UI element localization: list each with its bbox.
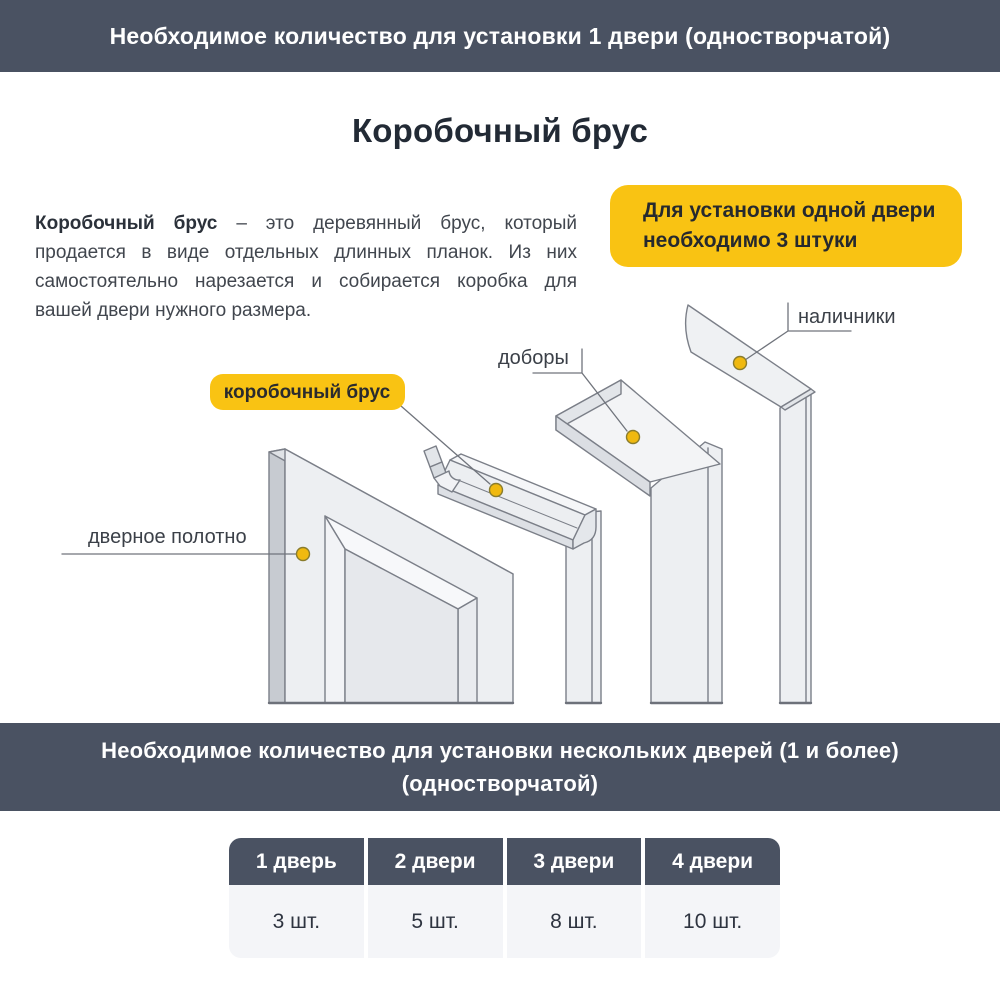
- architrave-column-drawing: [780, 391, 811, 703]
- table-column: [229, 838, 364, 958]
- extensions-label: доборы: [498, 347, 569, 369]
- extensions-dot: [627, 431, 640, 444]
- table-column: [368, 838, 503, 958]
- bottom-header-bar: [0, 723, 1000, 811]
- top-header-bar: [0, 0, 1000, 72]
- extension-column-drawing: [651, 442, 722, 703]
- bottom-header-line1: Необходимое количество для установки нескольких дверей (1 и более): [101, 738, 899, 763]
- table-header-cell: 4 двери: [645, 838, 780, 885]
- intro-lead: Коробочный брус: [35, 213, 218, 234]
- quantity-badge: [610, 185, 962, 267]
- quantity-badge-text: Для установки одной двери необходимо 3 штуки: [643, 199, 936, 252]
- table-header-cell: 3 двери: [507, 838, 642, 885]
- table-column: [507, 838, 642, 958]
- bottom-header-line2: (одностворчатой): [401, 771, 599, 796]
- door-leaf-label: дверное полотно: [88, 526, 247, 548]
- architrave-board-drawing: [686, 305, 815, 410]
- door-leaf-dot: [297, 548, 310, 561]
- page-title: Коробочный брус: [351, 112, 649, 149]
- intro-text: – это деревянный брус, который продается в виде отдельных длинных планок. Из них самостоятельно нарезается и собирается коробка для вашей двери нужного размера.: [35, 213, 578, 321]
- frame-bar-drawing: [424, 446, 596, 549]
- table-value-cell: 10 шт.: [645, 885, 780, 958]
- quantity-table: [229, 838, 780, 958]
- architraves-dot: [734, 357, 747, 370]
- table-header-cell: 2 двери: [368, 838, 503, 885]
- frame-bar-label-pill: [210, 374, 405, 410]
- table-value-cell: 3 шт.: [229, 885, 364, 958]
- top-header-title: Необходимое количество для установки 1 двери (одностворчатой): [109, 22, 891, 49]
- table-header-cell: 1 дверь: [229, 838, 364, 885]
- door-parts-diagram: [0, 290, 1000, 720]
- frame-bar-label: коробочный брус: [223, 382, 391, 403]
- architraves-label: наличники: [798, 306, 896, 328]
- table-value-cell: 5 шт.: [368, 885, 503, 958]
- frame-bar-dot: [490, 484, 503, 497]
- table-column: [645, 838, 780, 958]
- table-value-cell: 8 шт.: [507, 885, 642, 958]
